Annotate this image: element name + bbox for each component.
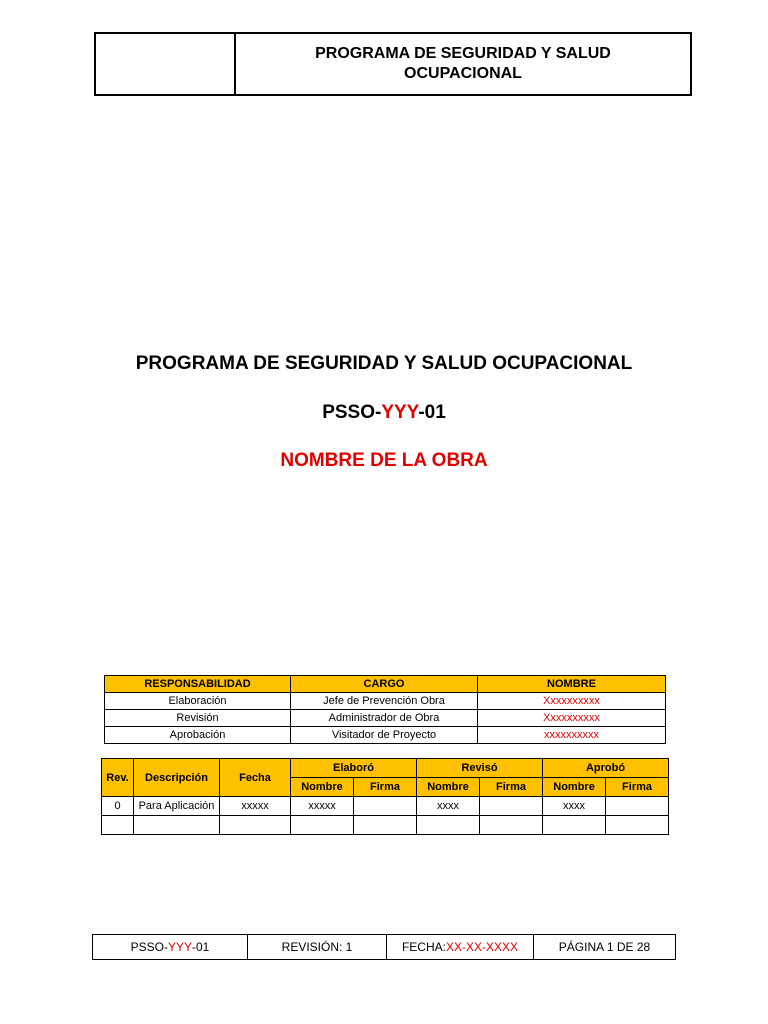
- empty-cell: [220, 816, 291, 835]
- empty-cell: [606, 816, 669, 835]
- footer-code-prefix: PSSO-: [130, 940, 168, 954]
- header-title-line2: OCUPACIONAL: [404, 65, 522, 82]
- revision-table: [101, 758, 669, 835]
- cell-reviso-nombre: xxxx: [417, 797, 480, 816]
- table-row: [105, 710, 666, 727]
- cell-rev: 0: [102, 797, 134, 816]
- empty-cell: [354, 816, 417, 835]
- empty-cell: [417, 816, 480, 835]
- cell-cargo: Jefe de Prevención Obra: [291, 693, 478, 710]
- empty-cell: [102, 816, 134, 835]
- table-row: [105, 693, 666, 710]
- cell-nombre: Xxxxxxxxxx: [478, 710, 666, 727]
- footer-code-variable: YYY: [167, 940, 192, 954]
- col-header-firma: Firma: [354, 778, 417, 797]
- empty-cell: [134, 816, 220, 835]
- cell-responsabilidad: Aprobación: [105, 727, 291, 744]
- header-title: [236, 34, 690, 94]
- empty-cell: [543, 816, 606, 835]
- logo-cell: [96, 34, 236, 94]
- footer-code-suffix: -01: [192, 940, 210, 954]
- code-variable: YYY: [381, 402, 419, 423]
- col-header-elaboro: Elaboró: [291, 759, 417, 778]
- cell-cargo: Administrador de Obra: [291, 710, 478, 727]
- footer-fecha-value: XX-XX-XXXX: [445, 940, 519, 954]
- document-code: [0, 402, 768, 424]
- col-header-firma: Firma: [606, 778, 669, 797]
- cell-elaboro-firma: [354, 797, 417, 816]
- document-header: [94, 32, 692, 96]
- cell-responsabilidad: Elaboración: [105, 693, 291, 710]
- cell-nombre: Xxxxxxxxxx: [478, 693, 666, 710]
- table-row: [102, 797, 669, 816]
- main-title: PROGRAMA DE SEGURIDAD Y SALUD OCUPACIONAL: [135, 353, 633, 374]
- col-header-aprobo: Aprobó: [543, 759, 669, 778]
- code-suffix: -01: [418, 402, 446, 423]
- cell-elaboro-nombre: xxxxx: [291, 797, 354, 816]
- footer-fecha-label: FECHA:: [401, 940, 446, 954]
- col-header-rev: Rev.: [102, 759, 134, 797]
- header-title-line1: PROGRAMA DE SEGURIDAD Y SALUD: [315, 45, 611, 62]
- footer-code: [93, 935, 248, 959]
- footer-pagina: PÁGINA 1 DE 28: [558, 940, 651, 954]
- col-header-cargo: CARGO: [291, 676, 478, 693]
- obra-name: NOMBRE DE LA OBRA: [280, 450, 488, 471]
- footer-fecha: [387, 935, 534, 959]
- col-header-descripcion: Descripción: [134, 759, 220, 797]
- table-row: [102, 816, 669, 835]
- code-prefix: PSSO-: [322, 402, 382, 423]
- col-header-responsabilidad: RESPONSABILIDAD: [105, 676, 291, 693]
- col-header-nombre: Nombre: [417, 778, 480, 797]
- col-header-fecha: Fecha: [220, 759, 291, 797]
- footer-revision: REVISIÓN: 1: [248, 935, 387, 959]
- cell-reviso-firma: [480, 797, 543, 816]
- empty-cell: [291, 816, 354, 835]
- cell-responsabilidad: Revisión: [105, 710, 291, 727]
- cell-aprobo-firma: [606, 797, 669, 816]
- col-header-nombre: NOMBRE: [478, 676, 666, 693]
- cell-cargo: Visitador de Proyecto: [291, 727, 478, 744]
- col-header-nombre: Nombre: [291, 778, 354, 797]
- col-header-firma: Firma: [480, 778, 543, 797]
- table-header-row: [102, 759, 669, 778]
- cell-descripcion: Para Aplicación: [134, 797, 220, 816]
- table-header-row: [105, 676, 666, 693]
- table-row: [105, 727, 666, 744]
- cell-aprobo-nombre: xxxx: [543, 797, 606, 816]
- document-footer: [92, 934, 676, 960]
- empty-cell: [480, 816, 543, 835]
- cell-nombre: xxxxxxxxxx: [478, 727, 666, 744]
- cell-fecha: xxxxx: [220, 797, 291, 816]
- col-header-nombre: Nombre: [543, 778, 606, 797]
- responsibility-table: [104, 675, 666, 744]
- col-header-reviso: Revisó: [417, 759, 543, 778]
